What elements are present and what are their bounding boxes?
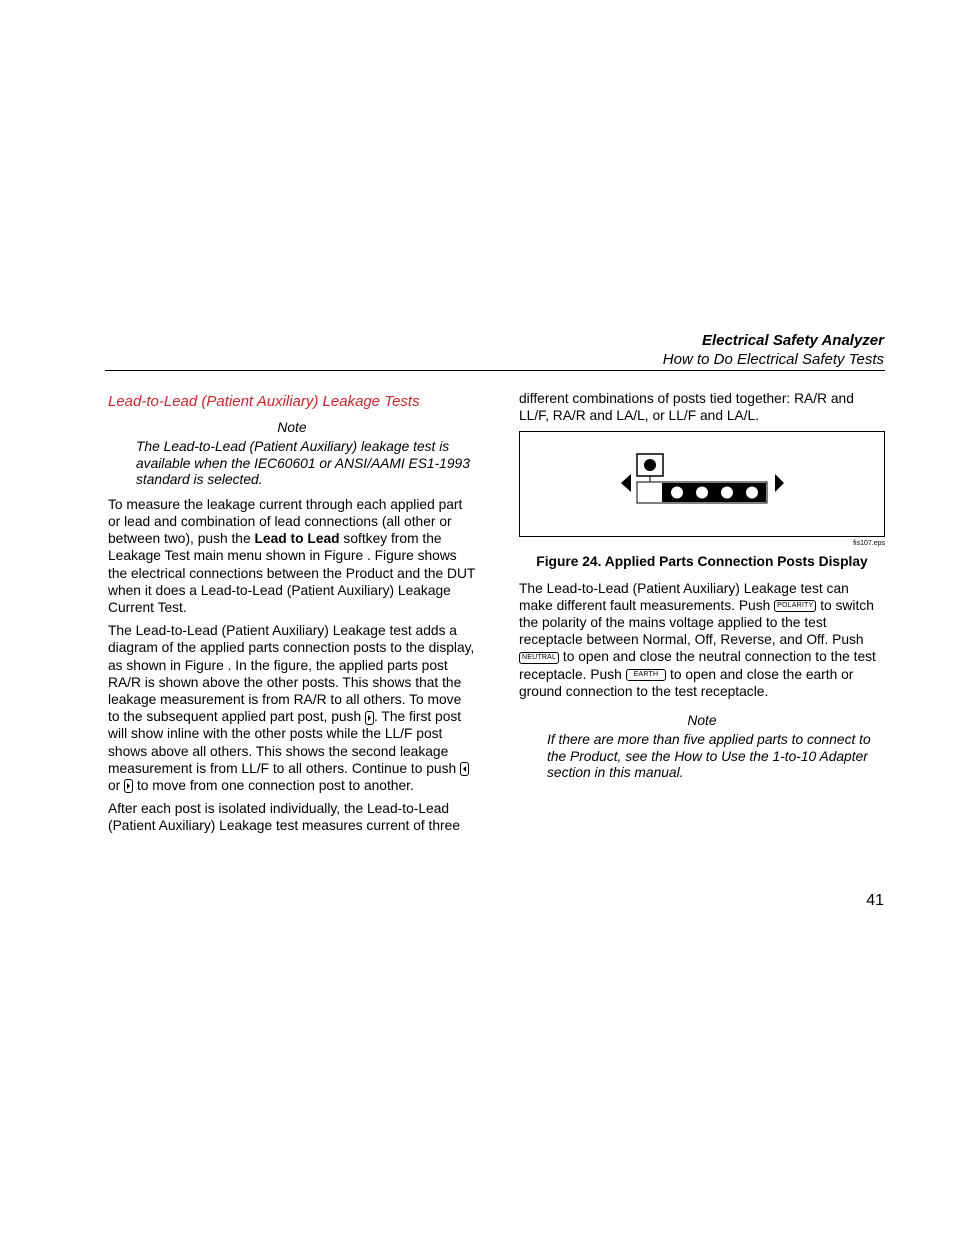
polarity-key-icon: POLARITY	[774, 600, 816, 612]
paragraph-1-part-a: To measure the leakage current through each applied part or lead and combination of lead connections (all other or between two), push the	[108, 496, 463, 547]
left-arrow-key-icon	[460, 762, 469, 776]
paragraph-3: After each post is isolated individually, the Lead-to-Lead (Patient Auxiliary) Leakage test measures current of three	[108, 801, 460, 834]
lead-to-lead-softkey-name: Lead to Lead	[254, 531, 340, 547]
paragraph-2-part-b: . The first post will show inline with the other posts while the LL/F post shows above all others. This shows the second leakage measurement is from LL/F to all others. Continue to push	[108, 709, 462, 776]
paragraph-2-part-a: The Lead-to-Lead (Patient Auxiliary) Leakage test adds a diagram of the applied parts connection posts to the display, as shown in Figure . In the figure, the applied parts post RA/R is shown above the other posts. This shows that the leakage measurement is from RA/R to all others. To move to the subsequent applied part post, push	[108, 623, 475, 725]
paragraph-fault-part-b: to switch the polarity of the mains voltage applied to the test receptacle between Normal, Off, Reverse, and Off. Push	[519, 597, 874, 648]
post-dot	[696, 487, 708, 499]
neutral-key-icon: NEUTRAL	[519, 652, 559, 664]
right-arrow-key-icon	[365, 711, 374, 725]
paragraph-2-part-d: to move from one connection post to another.	[133, 777, 414, 793]
post-dot	[671, 487, 683, 499]
left-arrow-icon	[621, 474, 631, 492]
note-label: Note	[277, 420, 307, 435]
right-arrow-key-icon	[124, 779, 133, 793]
page-number: 41	[866, 892, 884, 909]
note-text: The Lead-to-Lead (Patient Auxiliary) leakage test is available when the IEC60601 or ANSI/AAMI ES1-1993 standard is selected.	[136, 439, 470, 488]
earth-key-icon: EARTH	[626, 669, 667, 681]
left-column	[108, 393, 476, 841]
note-label-2: Note	[687, 713, 717, 729]
paragraph-1-part-b: softkey from the Leakage Test main menu shown in Figure . Figure shows the electrical connections between the Product and the DUT when it does a Lead-to-Lead (Patient Auxiliary) Leakage Current Test.	[108, 531, 476, 615]
header-rule	[105, 370, 885, 371]
figure-caption: Figure 24. Applied Parts Connection Posts Display	[536, 554, 868, 570]
section-title: Lead-to-Lead (Patient Auxiliary) Leakage Tests	[108, 393, 420, 410]
post-dot	[721, 487, 733, 499]
right-column	[519, 390, 885, 789]
post-dot	[746, 487, 758, 499]
right-arrow-icon	[775, 474, 784, 492]
paragraph-fault-part-d: to open and close the earth or ground connection to the test receptacle.	[519, 666, 854, 699]
figure-24-box	[519, 431, 885, 537]
paragraph-continued: different combinations of posts tied together: RA/R and LL/F, RA/R and LA/L, or LL/F and LA/L.	[519, 391, 854, 424]
paragraph-fault	[519, 580, 885, 700]
paragraph-fault-part-c: to open and close the neutral connection to the test receptacle. Push	[519, 649, 876, 682]
connection-posts-diagram	[520, 432, 884, 536]
paragraph-fault-part-a: The Lead-to-Lead (Patient Auxiliary) Leakage test can make different fault measurements. Push	[519, 580, 849, 613]
paragraph-2-part-c: or	[108, 777, 125, 793]
paragraph-1	[108, 496, 476, 616]
figure-filename: fis107.eps	[853, 540, 885, 548]
raised-post-dot	[644, 459, 656, 471]
header-title: Electrical Safety Analyzer	[701, 332, 884, 349]
note-text-2: If there are more than five applied parts to connect to the Product, see the How to Use the 1-to-10 Adapter section in this manual.	[547, 732, 871, 781]
paragraph-2	[108, 622, 476, 794]
header-subtitle: How to Do Electrical Safety Tests	[662, 351, 884, 368]
